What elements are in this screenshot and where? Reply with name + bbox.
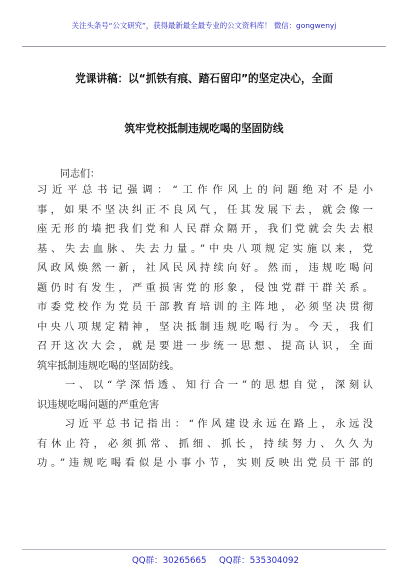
body-line: 座无形的墙把我们党和人民群众隔开，我们党就会失去根	[37, 224, 373, 235]
body-line: 中央八项规定精神，坚决抵制违规吃喝行为。今天，我们	[37, 321, 373, 333]
footer-divider	[22, 549, 386, 550]
section-heading-line: 识违规吃喝问题的严重危害	[37, 399, 160, 411]
body-line: 基、失去血脉、失去力量。”中央八项规定实施以来，党	[37, 243, 373, 255]
document-title-line-2: 筑牢党校抵制违规吃喝的坚固防线	[124, 123, 284, 135]
body-line: 召开这次大会，就是要进一步统一思想、提高认识，全面	[37, 341, 373, 352]
header-banner: 关注头条号“公文研究”，获得最新最全最专业的公文资料库！ 微信：gongwenyj	[71, 21, 337, 30]
body-line: 事，如果不坚决纠正不良风气，任其发展下去，就会像一	[37, 204, 373, 216]
body-line: 题仍时有发生，严重损害党的形象，侵蚀党群干群关系。	[37, 282, 373, 294]
footer	[0, 554, 408, 570]
footer-qq-group-1: QQ群：30265665	[132, 556, 207, 566]
body-line: 风政风焕然一新，社风民风持续向好。然而，违规吃喝问	[37, 263, 373, 274]
section-heading-line: 一、以“学深悟透、知行合一”的思想自觉，深刻认	[37, 380, 373, 391]
greeting: 同志们：	[60, 169, 100, 180]
body-line: 功。”违规吃喝看似是小事小节，实则反映出党员干部的	[37, 458, 373, 469]
document-body	[37, 181, 373, 474]
document-title-line-1: 党课讲稿：以“抓铁有痕、踏石留印”的坚定决心，全面	[75, 73, 333, 85]
body-line: 筑牢抵制违规吃喝的坚固防线。	[37, 360, 180, 372]
body-line: 习近平总书记指出：“作风建设永远在路上，永远没	[37, 419, 373, 430]
body-line: 市委党校作为党员干部教育培训的主阵地，必须坚决贯彻	[37, 302, 373, 313]
body-line: 习近平总书记强调：“工作作风上的问题绝对不是小	[37, 185, 373, 196]
header-divider	[22, 46, 386, 47]
body-line: 有休止符，必须抓常、抓细、抓长，持续努力、久久为	[37, 438, 373, 450]
footer-qq-group-2: QQ群：535304092	[219, 556, 299, 566]
